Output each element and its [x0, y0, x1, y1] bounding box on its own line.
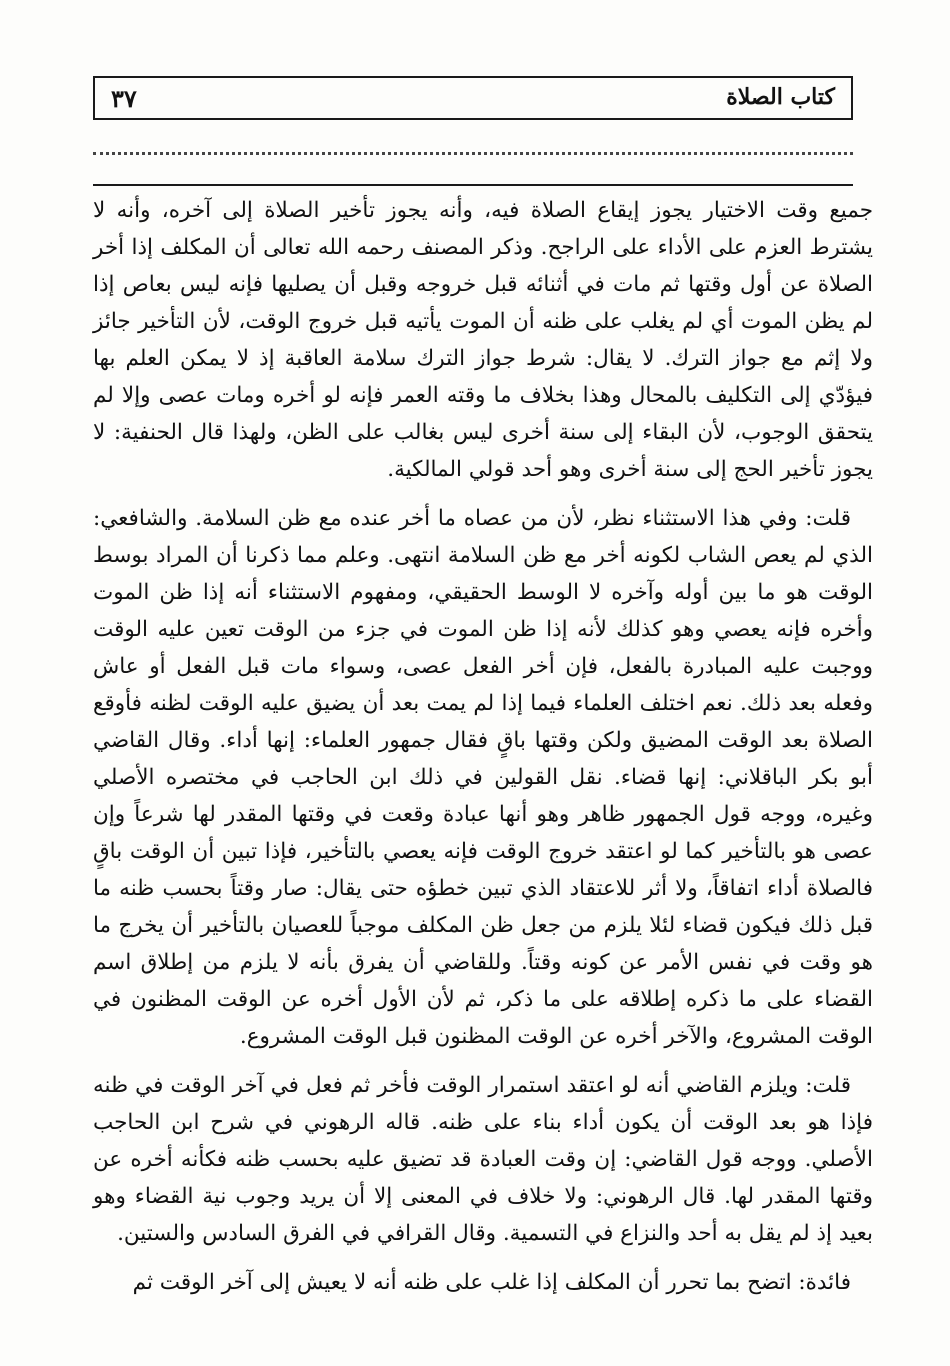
page-number: ٣٧: [111, 84, 137, 113]
paragraph-3: قلت: ويلزم القاضي أنه لو اعتقد استمرار الوقت فأخر ثم فعل في آخر الوقت في ظنه فإذا هو بعد الوقت أن يكون أداء بناء على ظنه. قاله الرهوني في شرح ابن الحاجب الأصلي. ووجه قول القاضي: إن وقت العبادة قد تضيق عليه بحسب ظنه فكأنه أخره عن وقتها المقدر لها. قال الرهوني: ولا خلاف في المعنى إلا أن يريد وجوب نية القضاء وهو بعيد إذ لم يقل به أحد والنزاع في التسمية. وقال القرافي في الفرق السادس والستين.: [93, 1073, 873, 1246]
chapter-title: كتاب الصلاة: [726, 84, 835, 110]
running-header: [93, 76, 853, 120]
paragraph-2: قلت: وفي هذا الاستثناء نظر، لأن من عصاه ما أخر عنده مع ظن السلامة. والشافعي: الذي لم يعص الشاب لكونه أخر مع ظن السلامة انتهى. وعلم مما ذكرنا أن المراد بوسط الوقت هو ما بين أوله وآخره لا الوسط الحقيقي، ومفهوم الاستثناء أنه إذا ظن الموت وأخره فإنه يعصي وهو كذلك لأنه إذا ظن الموت في جزء من الوقت تعين عليه الوقت ووجبت عليه المبادرة بالفعل، فإن أخر الفعل عصى، وسواء مات قبل الفعل أو عاش وفعله بعد ذلك. نعم اختلف العلماء فيما إذا لم يمت بعد أن يضيق عليه الوقت لظنه فأوقع الصلاة بعد الوقت المضيق ولكن وقتها باقٍ فقال جمهور العلماء: إنها أداء. وقال القاضي أبو بكر الباقلاني: إنها قضاء. نقل القولين في ذلك ابن الحاجب في مختصره الأصلي وغيره، ووجه قول الجمهور ظاهر وهو أنها عبادة وقعت في وقتها المقدر لها شرعاً وإن عصى هو بالتأخير كما لو اعتقد خروج الوقت فإنه يعصي بالتأخير، فإذا تبين أن الوقت باقٍ فالصلاة أداء اتفاقاً، ولا أثر للاعتقاد الذي تبين خطؤه حتى يقال: صار وقتاً بحسب ظنه ما قبل ذلك فيكون قضاء لئلا يلزم من جعل ظن المكلف موجباً للعصيان بالتأخير أن يخرج ما هو وقت في نفس الأمر عن كونه وقتاً. وللقاضي أن يفرق بأنه لا يلزم من إطلاق اسم القضاء على ما ذكره إطلاقه على ما ذكر، ثم لأن الأول أخره عن الوقت المظنون في الوقت المشروع، والآخر أخره عن الوقت المظنون قبل الوقت المشروع.: [93, 506, 873, 1049]
dotted-divider: [93, 152, 853, 155]
paragraph-1: جميع وقت الاختيار يجوز إيقاع الصلاة فيه، وأنه يجوز تأخير الصلاة إلى آخره، وأنه لا يشترط العزم على الأداء على الراجح. وذكر المصنف رحمه الله تعالى أن المكلف إذا أخر الصلاة عن أول وقتها ثم مات في أثنائه قبل خروجه وقبل أن يصليها فإنه ليس بعاص إذا لم يظن الموت أي لم يغلب على ظنه أن الموت يأتيه قبل خروج الوقت، لأن التأخير جائز ولا إثم مع جواز الترك. لا يقال: شرط جواز الترك سلامة العاقبة إذ لا يمكن العلم بها فيؤدّي إلى التكليف بالمحال وهذا بخلاف ما وقته العمر فإنه لو أخره ومات عصى وإلا لم يتحقق الوجوب، لأن البقاء إلى سنة أخرى ليس بغالب على الظن، ولهذا قال الحنفية: لا يجوز تأخير الحج إلى سنة أخرى وهو أحد قولي المالكية.: [93, 198, 873, 482]
main-text: [93, 192, 873, 1313]
paragraph-4: فائدة: اتضح بما تحرر أن المكلف إذا غلب على ظنه أنه لا يعيش إلى آخر الوقت ثم: [132, 1270, 851, 1295]
header-rule: [93, 184, 853, 186]
